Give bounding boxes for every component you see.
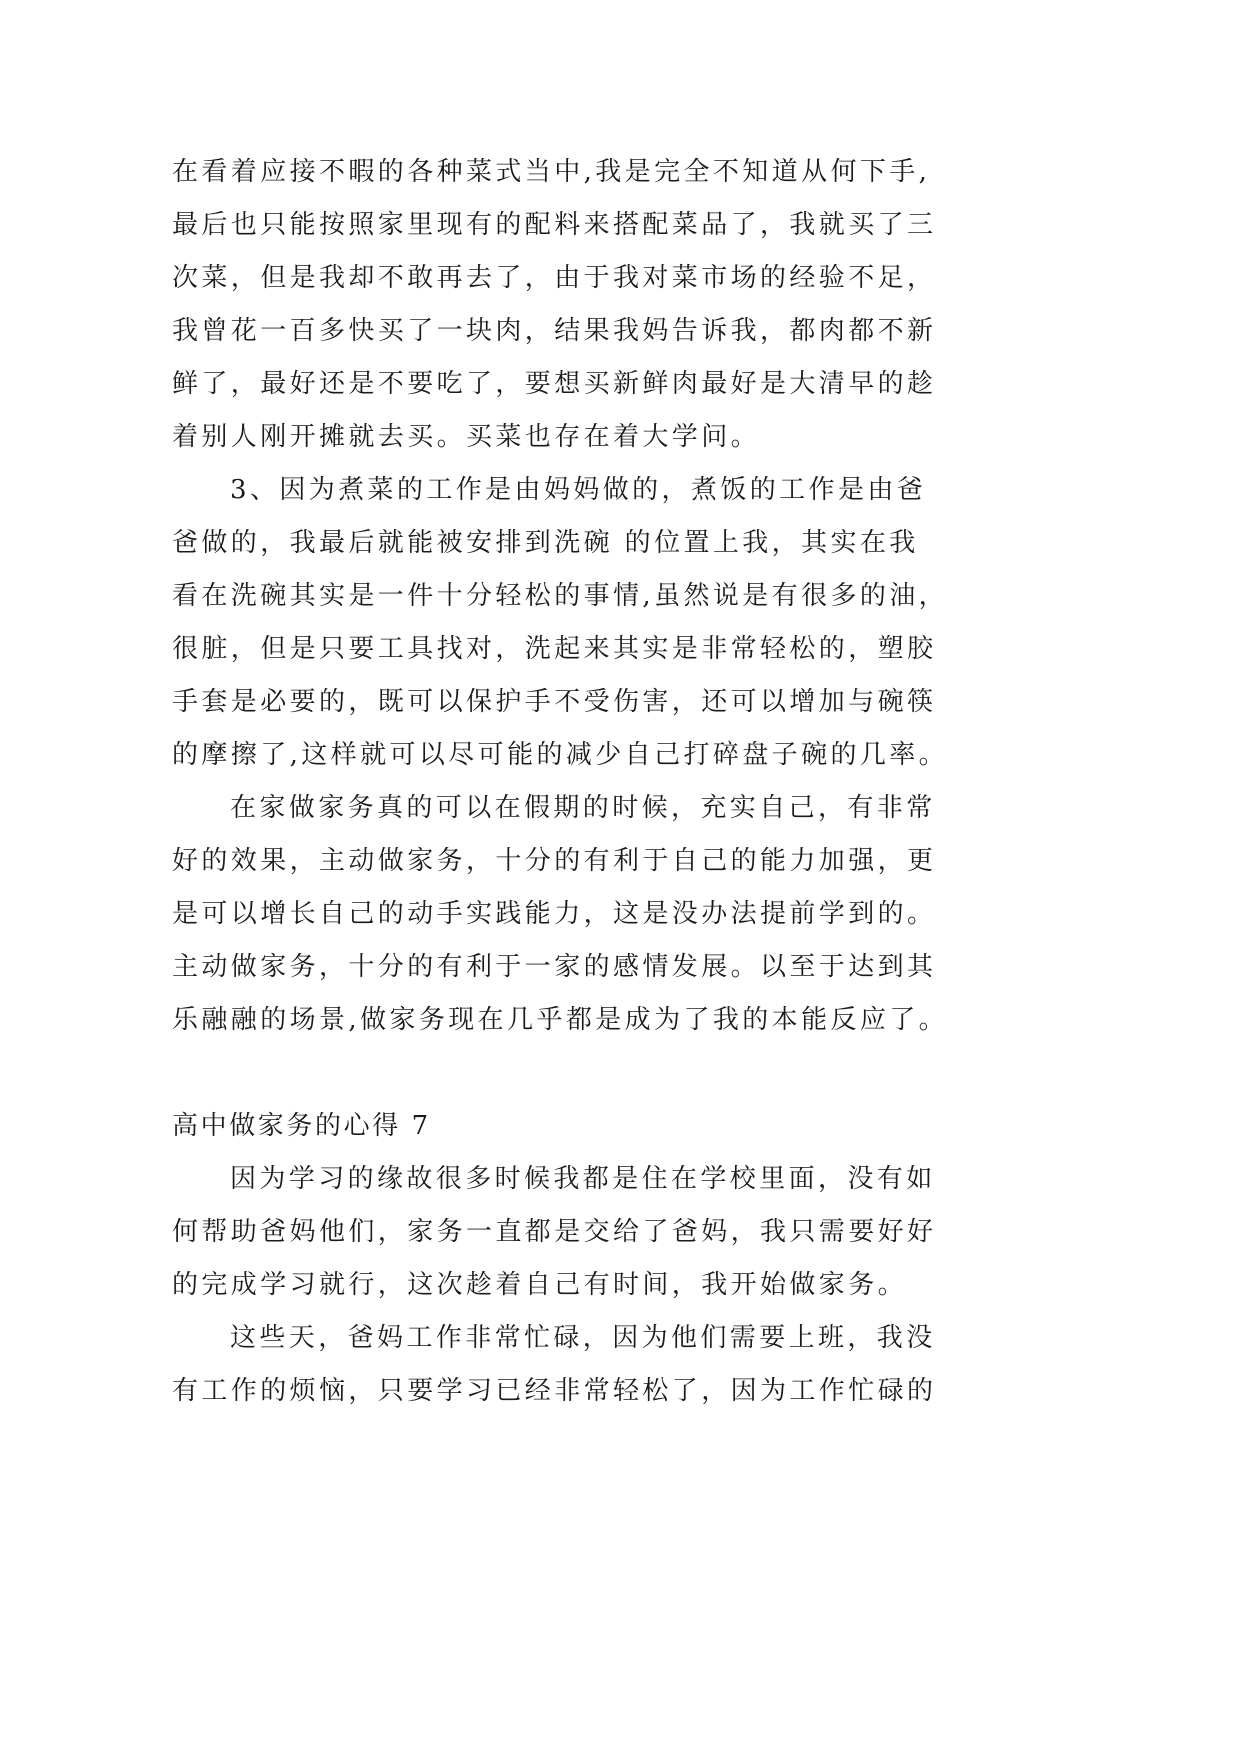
text-line: 看在洗碗其实是一件十分轻松的事情,虽然说是有很多的油， <box>172 581 949 611</box>
document-body <box>172 146 1072 1418</box>
text-line: 的完成学习就行，这次趁着自己有时间，我开始做家务。 <box>172 1270 908 1300</box>
paragraph <box>172 146 1072 464</box>
text-line: 很脏，但是只要工具找对，洗起来其实是非常轻松的，塑胶 <box>172 634 937 664</box>
text-line: 最后也只能按照家里现有的配料来搭配菜品了，我就买了三 <box>172 210 937 240</box>
paragraph <box>172 1153 1072 1312</box>
text-line: 3、因为煮菜的工作是由妈妈做的，煮饭的工作是由爸 <box>230 475 927 505</box>
text-line: 我曾花一百多快买了一块肉，结果我妈告诉我，都肉都不新 <box>172 316 937 346</box>
paragraph <box>172 782 1072 1047</box>
text-line: 因为学习的缘故很多时候我都是住在学校里面，没有如 <box>230 1164 936 1194</box>
paragraph <box>172 464 1072 782</box>
blank-line <box>172 1047 1072 1100</box>
section-heading: 高中做家务的心得 7 <box>172 1111 431 1141</box>
text-line: 在家做家务真的可以在假期的时候，充实自己，有非常 <box>230 793 936 823</box>
text-line: 这些天，爸妈工作非常忙碌，因为他们需要上班，我没 <box>230 1323 936 1353</box>
text-line: 着别人刚开摊就去买。买菜也存在着大学问。 <box>172 422 761 452</box>
text-line: 好的效果，主动做家务，十分的有利于自己的能力加强，更 <box>172 846 937 876</box>
text-line: 有工作的烦恼，只要学习已经非常轻松了，因为工作忙碌的 <box>172 1376 937 1406</box>
text-line: 乐融融的场景,做家务现在几乎都是成为了我的本能反应了。 <box>172 1005 949 1035</box>
text-line: 次菜，但是我却不敢再去了，由于我对菜市场的经验不足， <box>172 263 937 293</box>
text-line: 手套是必要的，既可以保护手不受伤害，还可以增加与碗筷 <box>172 687 937 717</box>
text-line: 的摩擦了,这样就可以尽可能的减少自己打碎盘子碗的几率。 <box>172 740 949 770</box>
text-line: 何帮助爸妈他们，家务一直都是交给了爸妈，我只需要好好 <box>172 1217 937 1247</box>
text-line: 主动做家务，十分的有利于一家的感情发展。以至于达到其 <box>172 952 937 982</box>
text-line: 是可以增长自己的动手实践能力，这是没办法提前学到的。 <box>172 899 937 929</box>
text-line: 鲜了，最好还是不要吃了，要想买新鲜肉最好是大清早的趁 <box>172 369 937 399</box>
paragraph <box>172 1312 1072 1418</box>
text-line: 在看着应接不暇的各种菜式当中,我是完全不知道从何下手, <box>172 157 931 187</box>
text-line: 爸做的，我最后就能被安排到洗碗 的位置上我，其实在我 <box>172 528 919 558</box>
